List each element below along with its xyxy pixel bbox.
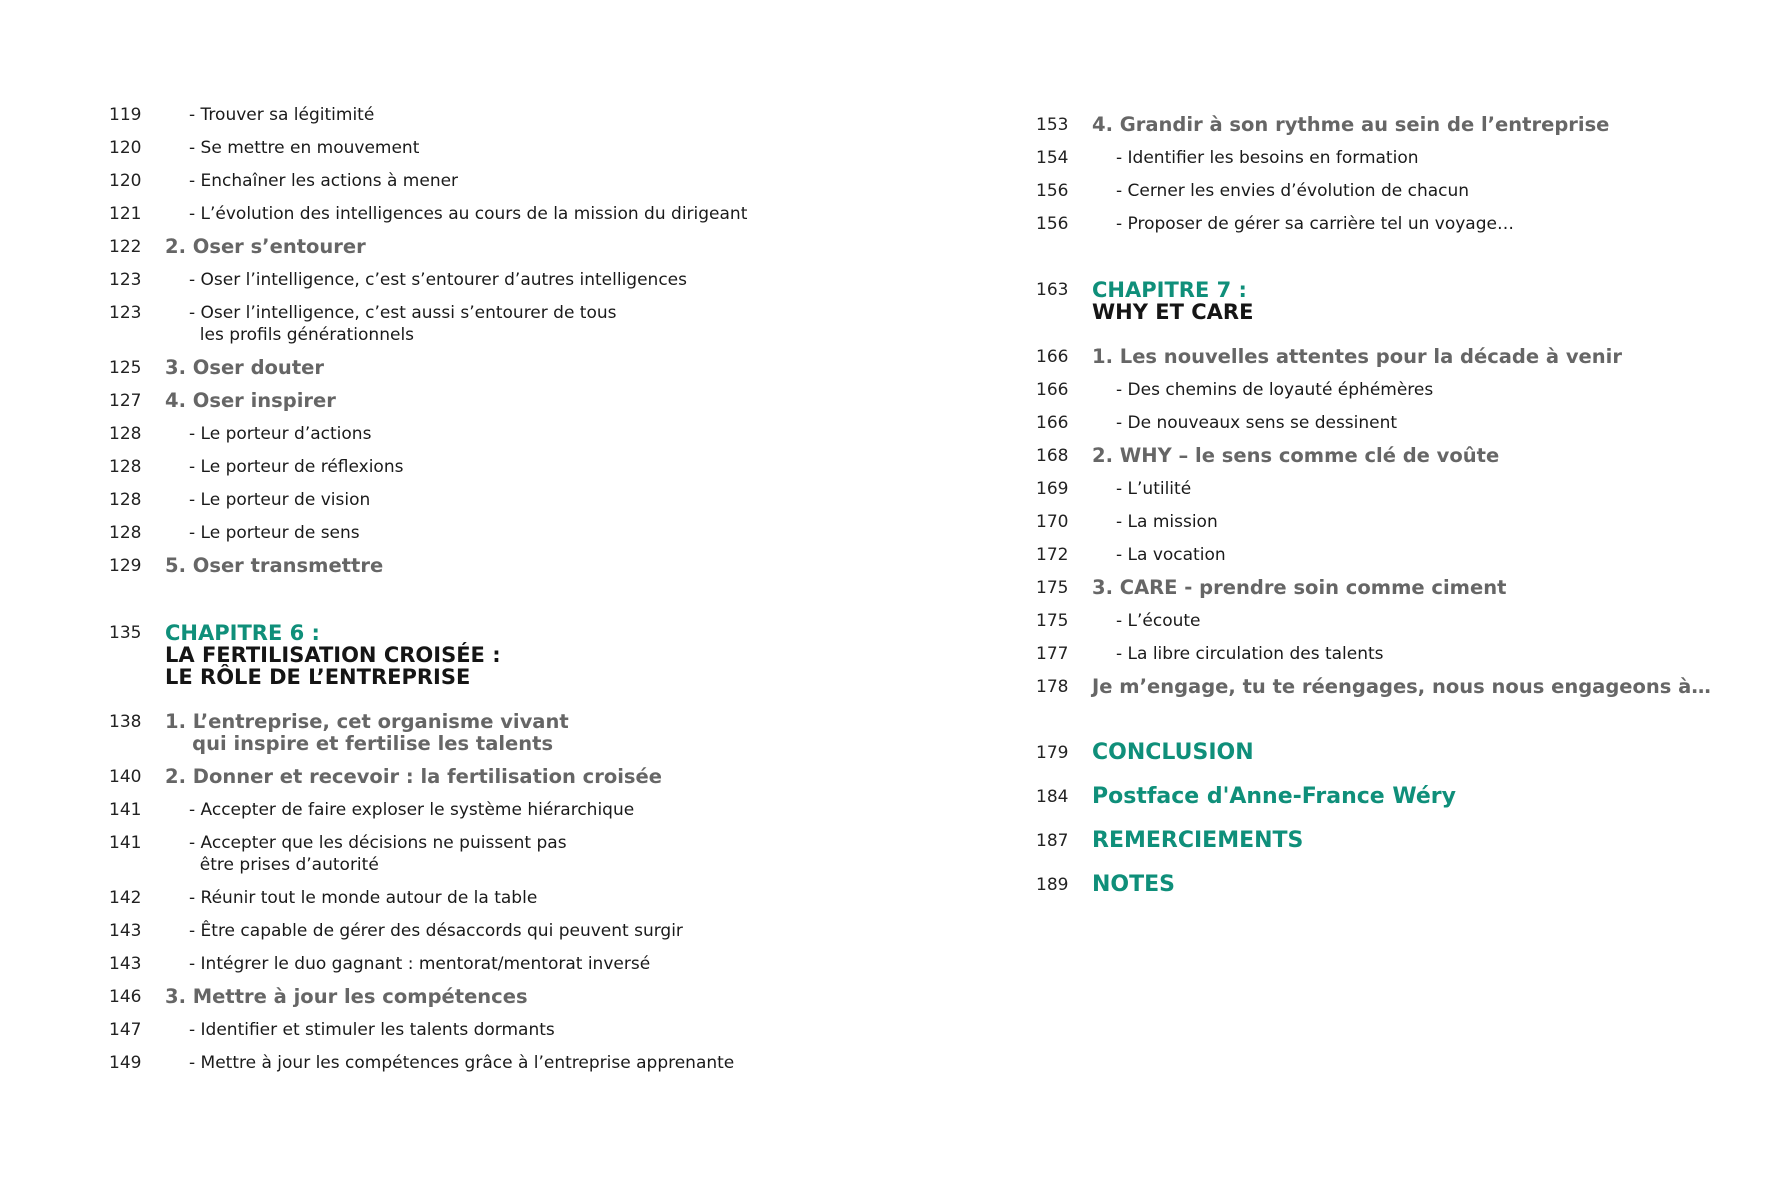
entry-title: - Le porteur de vision — [189, 490, 371, 510]
entry-title: - Des chemins de loyauté éphémères — [1116, 380, 1434, 400]
entry-title: - Trouver sa légitimité — [189, 105, 375, 125]
main-title: Postface d'Anne-France Wéry — [1092, 784, 1456, 809]
entry-title: - De nouveaux sens se dessinent — [1116, 413, 1398, 433]
section-title: 2. Oser s’entourer — [165, 235, 366, 258]
page-number: 187 — [1036, 831, 1069, 851]
page-number: 142 — [109, 888, 142, 908]
page-number: 128 — [109, 457, 142, 477]
entry-title: - Identifier et stimuler les talents dormants — [189, 1020, 555, 1040]
section-title: 2. Donner et recevoir : la fertilisation croisée — [165, 765, 662, 788]
entry-title: - Enchaîner les actions à mener — [189, 171, 459, 191]
page-number: 128 — [109, 490, 142, 510]
page-number: 138 — [109, 712, 142, 732]
page-number: 175 — [1036, 578, 1069, 598]
toc-left-column — [109, 0, 809, 1186]
page-number: 141 — [109, 800, 142, 820]
page-number: 170 — [1036, 512, 1069, 532]
page-number: 128 — [109, 424, 142, 444]
chapter-title: WHY ET CARE — [1092, 300, 1254, 324]
page-number: 163 — [1036, 280, 1069, 300]
toc-right-column — [1036, 0, 1756, 1186]
section-title: 3. CARE - prendre soin comme ciment — [1092, 576, 1507, 599]
entry-title: - Être capable de gérer des désaccords qui peuvent surgir — [189, 921, 683, 941]
page-number: 179 — [1036, 743, 1069, 763]
page-number: 129 — [109, 556, 142, 576]
page-number: 120 — [109, 138, 142, 158]
page-number: 166 — [1036, 413, 1069, 433]
chapter-label: CHAPITRE 7 : — [1092, 278, 1247, 302]
page-number: 178 — [1036, 677, 1069, 697]
entry-title: - La vocation — [1116, 545, 1226, 565]
page-number: 146 — [109, 987, 142, 1007]
entry-title: - L’évolution des intelligences au cours de la mission du dirigeant — [189, 204, 748, 224]
main-title: REMERCIEMENTS — [1092, 828, 1304, 853]
entry-title: - La libre circulation des talents — [1116, 644, 1384, 664]
entry-title: - Le porteur d’actions — [189, 424, 372, 444]
page-number: 128 — [109, 523, 142, 543]
page-number: 156 — [1036, 181, 1069, 201]
entry-title: - Le porteur de sens — [189, 523, 360, 543]
entry-title: - Se mettre en mouvement — [189, 138, 420, 158]
entry-title: - L’utilité — [1116, 479, 1192, 499]
entry-title: - Oser l’intelligence, c’est aussi s’entourer de tous les profils générationnels — [189, 303, 617, 345]
section-title: 4. Grandir à son rythme au sein de l’entreprise — [1092, 113, 1610, 136]
section-title: Je m’engage, tu te réengages, nous nous engageons à… — [1092, 675, 1711, 698]
page-number: 153 — [1036, 115, 1069, 135]
page-number: 169 — [1036, 479, 1069, 499]
entry-title: - Identifier les besoins en formation — [1116, 148, 1419, 168]
page-number: 166 — [1036, 380, 1069, 400]
section-title: 1. L’entreprise, cet organisme vivant qui inspire et fertilise les talents — [165, 710, 569, 755]
chapter-title: LA FERTILISATION CROISÉE : LE RÔLE DE L’ENTREPRISE — [165, 643, 501, 689]
page-number: 184 — [1036, 787, 1069, 807]
page-number: 143 — [109, 921, 142, 941]
page-number: 122 — [109, 237, 142, 257]
main-title: NOTES — [1092, 872, 1175, 897]
section-title: 3. Mettre à jour les compétences — [165, 985, 528, 1008]
page-number: 123 — [109, 270, 142, 290]
page-number: 119 — [109, 105, 142, 125]
entry-title: - L’écoute — [1116, 611, 1201, 631]
section-title: 1. Les nouvelles attentes pour la décade à venir — [1092, 345, 1622, 368]
page-number: 172 — [1036, 545, 1069, 565]
entry-title: - Mettre à jour les compétences grâce à l’entreprise apprenante — [189, 1053, 735, 1073]
page-number: 121 — [109, 204, 142, 224]
page-number: 149 — [109, 1053, 142, 1073]
entry-title: - Réunir tout le monde autour de la table — [189, 888, 538, 908]
entry-title: - Cerner les envies d’évolution de chacun — [1116, 181, 1470, 201]
entry-title: - Proposer de gérer sa carrière tel un voyage… — [1116, 214, 1514, 234]
page-number: 147 — [109, 1020, 142, 1040]
page-number: 154 — [1036, 148, 1069, 168]
page-number: 140 — [109, 767, 142, 787]
main-title: CONCLUSION — [1092, 740, 1254, 765]
page-number: 177 — [1036, 644, 1069, 664]
page-number: 125 — [109, 358, 142, 378]
page-number: 135 — [109, 623, 142, 643]
entry-title: - Le porteur de réflexions — [189, 457, 404, 477]
chapter-label: CHAPITRE 6 : — [165, 621, 320, 645]
entry-title: - Oser l’intelligence, c’est s’entourer d’autres intelligences — [189, 270, 687, 290]
section-title: 5. Oser transmettre — [165, 554, 384, 577]
page-number: 175 — [1036, 611, 1069, 631]
page-number: 143 — [109, 954, 142, 974]
page-number: 189 — [1036, 875, 1069, 895]
page-number: 123 — [109, 303, 142, 323]
entry-title: - Accepter de faire exploser le système hiérarchique — [189, 800, 635, 820]
page-number: 156 — [1036, 214, 1069, 234]
section-title: 2. WHY – le sens comme clé de voûte — [1092, 444, 1500, 467]
section-title: 3. Oser douter — [165, 356, 324, 379]
page-number: 168 — [1036, 446, 1069, 466]
page-number: 166 — [1036, 347, 1069, 367]
entry-title: - La mission — [1116, 512, 1218, 532]
page-number: 127 — [109, 391, 142, 411]
page-number: 141 — [109, 833, 142, 853]
section-title: 4. Oser inspirer — [165, 389, 336, 412]
page-number: 120 — [109, 171, 142, 191]
entry-title: - Accepter que les décisions ne puissent pas être prises d’autorité — [189, 833, 567, 875]
entry-title: - Intégrer le duo gagnant : mentorat/mentorat inversé — [189, 954, 651, 974]
